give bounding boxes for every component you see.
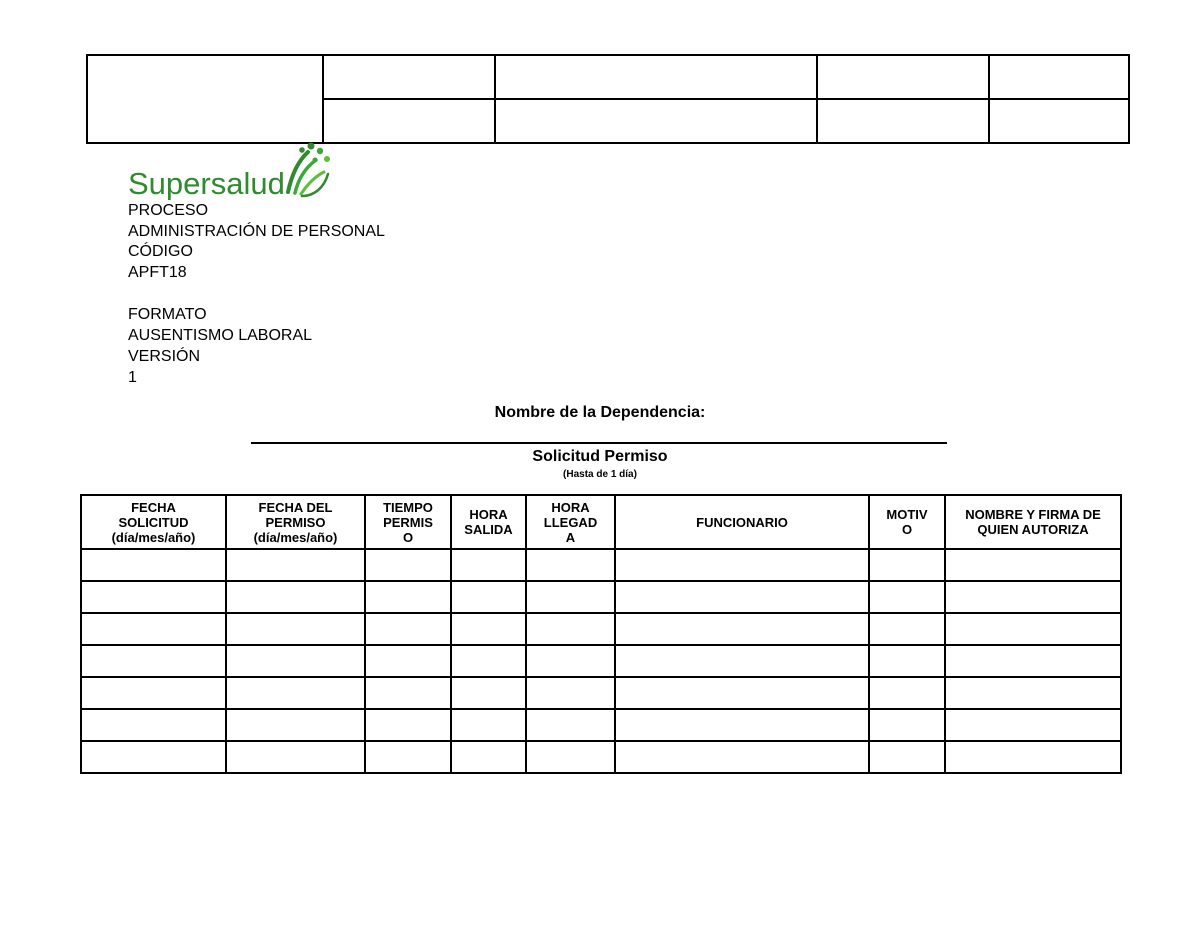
table-cell[interactable] [945,645,1121,677]
codigo-value: APFT18 [128,264,187,281]
header-cell [989,55,1129,99]
table-cell[interactable] [226,709,365,741]
table-cell[interactable] [226,549,365,581]
header-cell [323,99,495,143]
table-cell[interactable] [451,549,526,581]
table-cell[interactable] [615,741,869,773]
table-cell[interactable] [526,709,615,741]
table-cell[interactable] [451,677,526,709]
table-cell[interactable] [945,581,1121,613]
table-cell[interactable] [451,645,526,677]
table-cell[interactable] [451,613,526,645]
column-header-hora-llegada: HORA LLEGAD A [526,495,615,549]
table-cell[interactable] [226,613,365,645]
table-row [81,741,1121,773]
column-header-motivo: MOTIV O [869,495,945,549]
table-cell[interactable] [615,549,869,581]
table-cell[interactable] [526,613,615,645]
column-header-fecha-permiso: FECHA DEL PERMISO (día/mes/año) [226,495,365,549]
table-cell[interactable] [81,613,226,645]
header-cell [989,99,1129,143]
header-logo-cell [87,55,323,143]
solicitud-title: Solicitud Permiso [532,448,668,465]
header-cell [817,99,989,143]
table-cell[interactable] [869,613,945,645]
proceso-label: PROCESO [128,202,209,219]
table-cell[interactable] [81,709,226,741]
formato-label: FORMATO [128,306,207,323]
column-header-tiempo-permiso: TIEMPO PERMIS O [365,495,451,549]
table-cell[interactable] [365,581,451,613]
table-cell[interactable] [615,613,869,645]
table-cell[interactable] [365,677,451,709]
table-cell[interactable] [226,741,365,773]
proceso-value: ADMINISTRACIÓN DE PERSONAL [128,223,385,240]
column-header-hora-salida: HORA SALIDA [451,495,526,549]
table-cell[interactable] [869,645,945,677]
table-cell[interactable] [526,549,615,581]
supersalud-emblem-icon [288,143,330,197]
formato-value: AUSENTISMO LABORAL [128,327,313,344]
document-header-table [86,54,1130,144]
column-header-fecha-solicitud: FECHA SOLICITUD (día/mes/año) [81,495,226,549]
version-value: 1 [128,369,137,386]
table-cell[interactable] [945,677,1121,709]
table-cell[interactable] [945,741,1121,773]
table-cell[interactable] [945,549,1121,581]
table-row [81,581,1121,613]
table-cell[interactable] [526,645,615,677]
supersalud-logo [128,140,338,200]
table-row [81,645,1121,677]
table-cell[interactable] [526,677,615,709]
table-row [81,677,1121,709]
table-cell[interactable] [869,677,945,709]
table-row [81,709,1121,741]
version-label: VERSIÓN [128,348,201,365]
table-cell[interactable] [451,709,526,741]
table-cell[interactable] [451,741,526,773]
table-cell[interactable] [869,581,945,613]
table-cell[interactable] [81,581,226,613]
logo-wordmark: Supersalud [128,166,285,200]
header-cell [817,55,989,99]
table-cell[interactable] [226,645,365,677]
header-cell [495,55,817,99]
table-cell[interactable] [365,709,451,741]
table-cell[interactable] [869,741,945,773]
table-cell[interactable] [615,677,869,709]
table-cell[interactable] [451,581,526,613]
table-cell[interactable] [226,581,365,613]
permisos-table [80,494,1122,774]
table-cell[interactable] [226,677,365,709]
dependencia-line [251,442,947,444]
table-cell[interactable] [869,709,945,741]
table-cell[interactable] [615,709,869,741]
table-cell[interactable] [945,613,1121,645]
table-cell[interactable] [945,709,1121,741]
table-cell[interactable] [526,741,615,773]
header-cell [495,99,817,143]
table-cell[interactable] [365,645,451,677]
table-cell[interactable] [81,645,226,677]
table-cell[interactable] [365,741,451,773]
table-cell[interactable] [365,613,451,645]
table-cell[interactable] [869,549,945,581]
table-cell[interactable] [365,549,451,581]
header-cell [323,55,495,99]
codigo-label: CÓDIGO [128,243,193,260]
table-cell[interactable] [81,677,226,709]
table-cell[interactable] [81,549,226,581]
table-cell[interactable] [615,581,869,613]
table-cell[interactable] [526,581,615,613]
column-header-firma-autoriza: NOMBRE Y FIRMA DE QUIEN AUTORIZA [945,495,1121,549]
column-header-funcionario: FUNCIONARIO [615,495,869,549]
table-row [81,613,1121,645]
table-row [81,549,1121,581]
table-cell[interactable] [615,645,869,677]
dependencia-label: Nombre de la Dependencia: [494,404,706,421]
solicitud-subtitle: (Hasta de 1 día) [563,469,637,480]
table-cell[interactable] [81,741,226,773]
